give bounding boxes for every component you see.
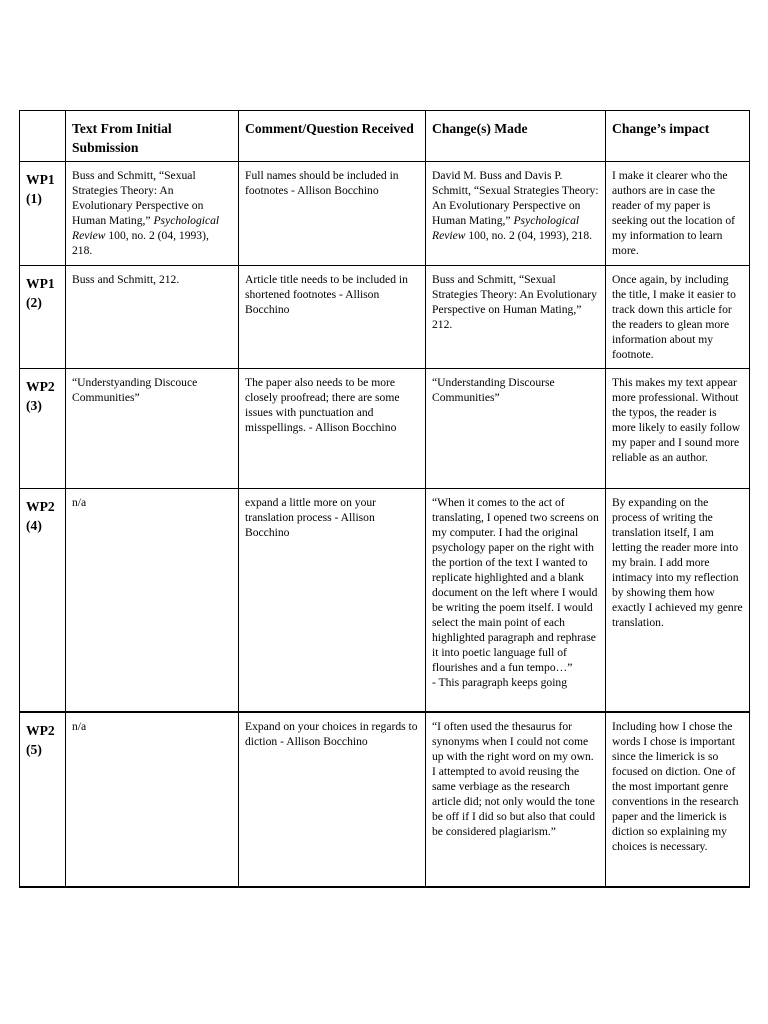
header-impact: Change’s impact — [606, 111, 750, 162]
comment-cell: expand a little more on your translation process - Allison Bocchino — [239, 489, 426, 712]
row-label: WP2 (4) — [20, 489, 66, 712]
table-row — [20, 712, 750, 887]
initial-text-cell: n/a — [66, 489, 239, 712]
impact-cell: I make it clearer who the authors are in case the reader of my paper is seeking out the location of my information to learn more. — [606, 162, 750, 266]
citation-text: 100, no. 2 (04, 1993), 218. — [465, 229, 593, 242]
row-label: WP1 (2) — [20, 266, 66, 369]
row-label: WP2 (5) — [20, 712, 66, 887]
initial-text-cell: “Understyanding Discouce Communities” — [66, 369, 239, 489]
citation-text: Buss and Schmitt, “Sexual Strategies Theory: An Evolutionary Perspective on Human Mating,” — [72, 169, 204, 227]
comment-cell: Expand on your choices in regards to diction - Allison Bocchino — [239, 712, 426, 887]
citation-text: David M. Buss and Davis P. Schmitt, “Sexual Strategies Theory: An Evolutionary Perspective on Human Mating,” — [432, 169, 599, 227]
revision-table — [19, 110, 750, 888]
header-initial-text: Text From Initial Submission — [66, 111, 239, 162]
initial-text-cell: n/a — [66, 712, 239, 887]
comment-cell: Article title needs to be included in shortened footnotes - Allison Bocchino — [239, 266, 426, 369]
change-cell — [426, 489, 606, 712]
row-label: WP1 (1) — [20, 162, 66, 266]
comment-cell: Full names should be included in footnotes - Allison Bocchino — [239, 162, 426, 266]
table-row — [20, 266, 750, 369]
change-cell: Buss and Schmitt, “Sexual Strategies Theory: An Evolutionary Perspective on Human Mating,” 212. — [426, 266, 606, 369]
change-cell: “I often used the thesaurus for synonyms when I could not come up with the right word on my own. I attempted to avoid reusing the same verbiage as the research article did; not only would the tone be off if I did so but also that could be considered plagiarism.” — [426, 712, 606, 887]
initial-text-cell: Buss and Schmitt, 212. — [66, 266, 239, 369]
initial-text-cell — [66, 162, 239, 266]
impact-cell: This makes my text appear more professional. Without the typos, the reader is more likely to easily follow my paper and I sound more reliable as an author. — [606, 369, 750, 489]
comment-cell: The paper also needs to be more closely proofread; there are some issues with punctuation and misspellings. - Allison Bocchino — [239, 369, 426, 489]
table-row — [20, 369, 750, 489]
change-cell — [426, 162, 606, 266]
citation-text: 100, no. 2 (04, 1993), 218. — [72, 229, 209, 257]
row-label: WP2 (3) — [20, 369, 66, 489]
journal-title: Psychological Review — [432, 214, 580, 242]
table-header-row — [20, 111, 750, 162]
header-blank — [20, 111, 66, 162]
impact-cell: Once again, by including the title, I make it easier to track down this article for the readers to glean more information about my footnote. — [606, 266, 750, 369]
change-note: - This paragraph keeps going — [432, 676, 568, 689]
table-row — [20, 489, 750, 712]
impact-cell: By expanding on the process of writing the translation itself, I am letting the reader more into my brain. I add more intimacy into my reflection by showing them how exactly I achieved my genre translation. — [606, 489, 750, 712]
header-comment: Comment/Question Received — [239, 111, 426, 162]
table-row — [20, 162, 750, 266]
journal-title: Psychological Review — [72, 214, 220, 242]
impact-cell: Including how I chose the words I chose is important since the limerick is so focused on diction. One of the most important genre conventions in the research paper and the limerick is diction so explaining my choices is necessary. — [606, 712, 750, 887]
quoted-paragraph: “When it comes to the act of translating, I opened two screens on my computer. I had the original psychology paper on the right with the portion of the text I wanted to replicate highlighted and a blank document on the left where I would be writing the poem itself. I would select the main point of each highlighted paragraph and rephrase it into poetic language full of flourishes and a fun tempo…” — [432, 496, 599, 674]
header-changes: Change(s) Made — [426, 111, 606, 162]
change-cell: “Understanding Discourse Communities” — [426, 369, 606, 489]
